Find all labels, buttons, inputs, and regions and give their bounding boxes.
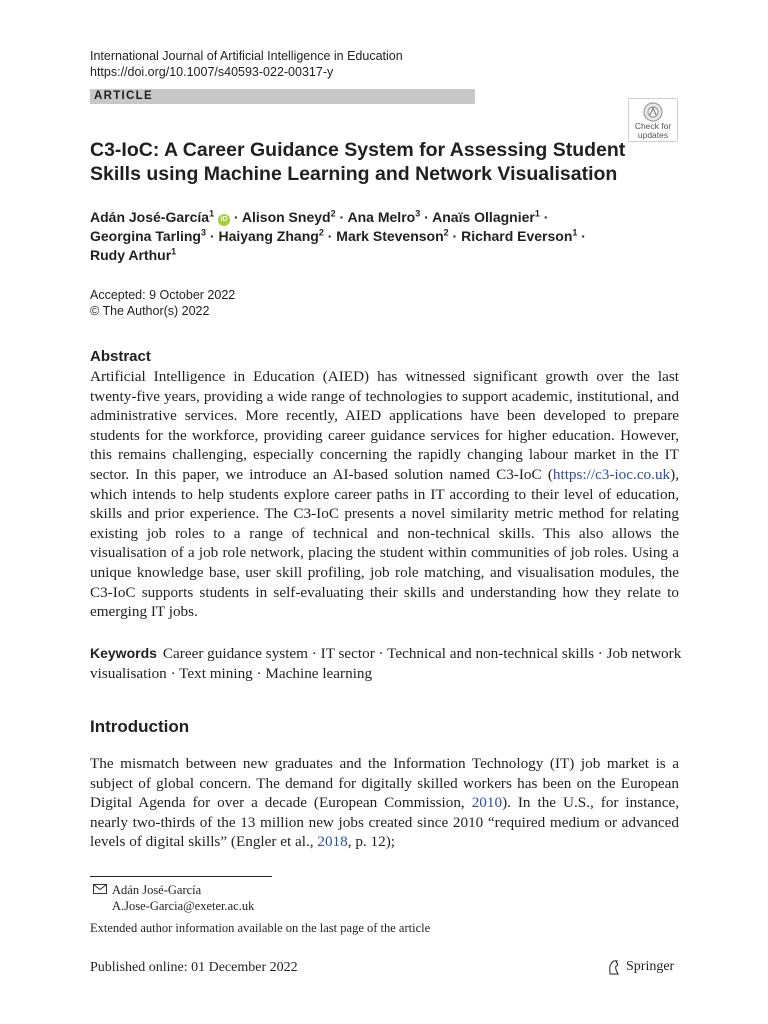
author-name[interactable]: Rudy Arthur (90, 247, 172, 263)
copyright-notice: © The Author(s) 2022 (90, 304, 210, 318)
abstract-text-part-2: ), which intends to help students explore career paths in IT according to their level of education, skills and prior experience. The C3-IoC presents a novel similarity metric method for relating existing job roles to a range of technical and non-technical skills. This also allows the visualisation of a job role network, placing the student within communities of job roles. Using a unique knowledge base, user skill profiling, job role matching, and visualisation modules, the C3-IoC supports students in self-evaluating their skills and understanding how they relate to emerging IT jobs. (90, 465, 679, 621)
published-online-date: Published online: 01 December 2022 (90, 960, 298, 975)
intro-text-part-3: , p. 12); (347, 833, 395, 851)
affiliation-mark: 3 (415, 208, 421, 219)
author-separator: · (335, 209, 348, 225)
affiliation-mark: 3 (200, 227, 206, 238)
affiliation-mark: 1 (534, 208, 540, 219)
introduction-text (90, 754, 679, 852)
orcid-icon[interactable]: iD (218, 214, 230, 226)
article-type-band: ARTICLE (90, 89, 475, 104)
envelope-icon (90, 884, 112, 895)
check-updates-label-1: Check for (634, 121, 672, 131)
author-separator: · (229, 209, 242, 225)
author-name[interactable]: Ana Melro (347, 209, 416, 225)
author-name[interactable]: Anaïs Ollagnier (432, 209, 535, 225)
intro-text-part-1: The mismatch between new graduates and the Information Technology (IT) job market is a subject of global concern. The demand for digitally skilled workers has been on the European Digital Agenda for over a decade (European Commission, (90, 755, 679, 812)
author-name[interactable]: Haiyang Zhang (218, 228, 319, 244)
citation-link[interactable]: 2010 (471, 794, 503, 812)
springer-horse-icon (606, 959, 622, 975)
abstract-text (90, 367, 679, 622)
citation-link[interactable]: 2018 (317, 833, 348, 851)
author-separator: · (539, 209, 549, 225)
affiliation-mark: 1 (171, 246, 177, 257)
affiliation-mark: 2 (443, 227, 449, 238)
publisher-logo[interactable] (606, 958, 674, 976)
website-link[interactable]: https://c3-ioc.co.uk (552, 465, 671, 483)
title-line-2: Skills using Machine Learning and Network Visualisation (90, 163, 618, 185)
corresponding-author-footnote (90, 882, 254, 914)
check-for-updates-button[interactable] (628, 98, 678, 142)
affiliation-mark: 2 (330, 208, 336, 219)
author-name[interactable]: Richard Everson (461, 228, 573, 244)
author-separator: · (323, 228, 337, 244)
author-name[interactable]: Adán José-García (90, 209, 210, 225)
extended-author-info: Extended author information available on the last page of the article (90, 921, 431, 935)
author-separator: · (420, 209, 433, 225)
corresponding-author-email[interactable]: A.Jose-Garcia@exeter.ac.uk (112, 899, 255, 913)
keywords-block (90, 644, 690, 683)
journal-header (90, 48, 403, 80)
keywords-text: Career guidance system · IT sector · Technical and non-technical skills · Job network visualisation · Text mining · Machine learning (90, 645, 682, 682)
author-name[interactable]: Georgina Tarling (90, 228, 201, 244)
footnote-divider (90, 876, 272, 877)
corresponding-author-name: Adán José-García (112, 883, 202, 897)
author-name[interactable]: Alison Sneyd (241, 209, 331, 225)
author-separator: · (577, 228, 586, 244)
doi-link[interactable]: https://doi.org/10.1007/s40593-022-00317-y (90, 65, 334, 79)
article-title (90, 138, 630, 186)
publisher-name: Springer (626, 959, 675, 974)
journal-name: International Journal of Artificial Intelligence in Education (90, 49, 403, 63)
check-updates-label-2: updates (637, 130, 669, 140)
title-line-1: C3-IoC: A Career Guidance System for Assessing Student (90, 139, 626, 161)
affiliation-mark: 2 (318, 227, 324, 238)
author-separator: · (448, 228, 462, 244)
check-updates-icon (643, 102, 663, 122)
introduction-heading: Introduction (90, 717, 190, 736)
abstract-text-part-1: Artificial Intelligence in Education (AIED) has witnessed significant growth over the last twenty-five years, providing a wide range of technologies to support academic, institutional, and administrative services. More recently, AIED applications have been developed to prepare students for the workforce, providing career guidance services for higher education. However, this remains challenging, especially concerning the rapidly changing labour market in the IT sector. In this paper, we introduce an AI-based solution named C3-IoC ( (90, 368, 679, 483)
affiliation-mark: 1 (209, 208, 215, 219)
author-list (90, 208, 650, 265)
accepted-date: Accepted: 9 October 2022 (90, 288, 236, 302)
author-name[interactable]: Mark Stevenson (336, 228, 444, 244)
abstract-heading: Abstract (90, 348, 151, 365)
keywords-label: Keywords (90, 645, 157, 661)
author-separator: · (206, 228, 219, 244)
affiliation-mark: 1 (572, 227, 578, 238)
article-dates (90, 287, 235, 319)
intro-text-part-2: ). In the U.S., for instance, nearly two-thirds of the 13 million new jobs created since 2010 “required medium or advanced levels of digital skills” (Engler et al., (90, 794, 679, 851)
